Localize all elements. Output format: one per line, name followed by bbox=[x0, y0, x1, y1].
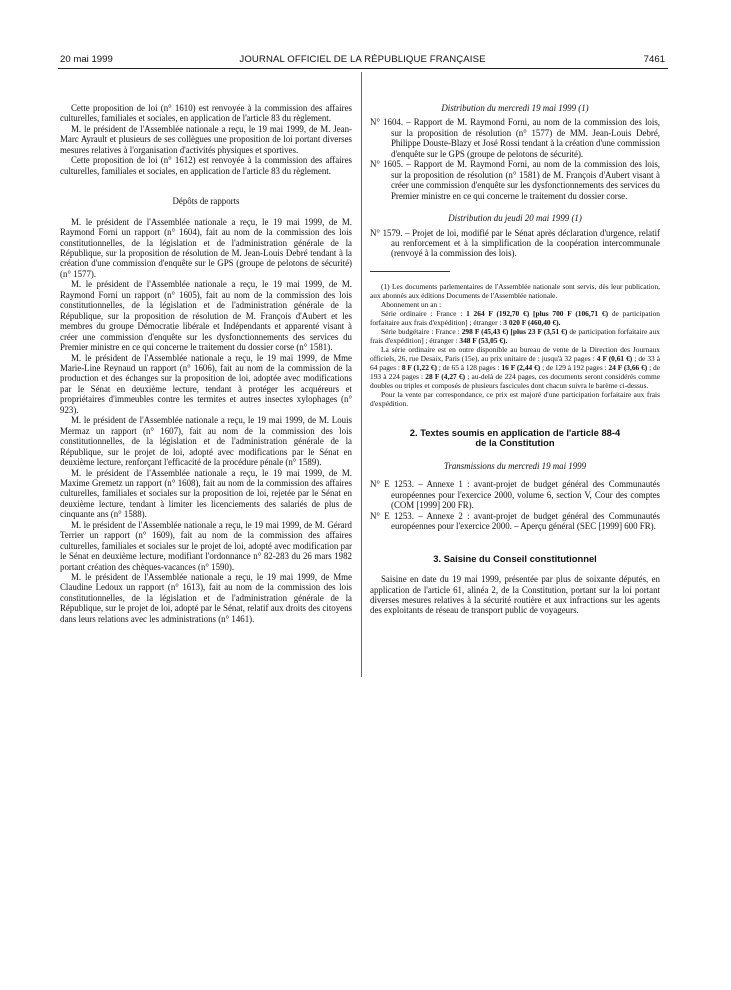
header-date: 20 mai 1999 bbox=[60, 54, 113, 65]
saisine-paragraph: Saisine en date du 19 mai 1999, présentée par plus de soixante députés, en application de l'article 61, alinéa 2, de la Constitution, portant sur la loi portant diverses mesures relatives à la sécurité routière et aux infractions sur les agents des exploitants de réseau de transport public de voyageurs. bbox=[370, 574, 660, 616]
document-e1253-annexe1: N° E 1253. – Annexe 1 : avant-projet de budget général des Communautés européennes pour l'exercice 2000, volume 6, section V, Cour des comptes (COM [1999] 200 FR). bbox=[370, 479, 660, 511]
header-page-number: 7461 bbox=[643, 54, 665, 65]
rapport-1613: M. le président de l'Assemblée nationale a reçu, le 19 mai 1999, de Mme Claudine Ledoux un rapport (n° 1613), fait au nom de la commission des lois constitutionnelles, de la législation et de l'administration générale de la République, sur le projet de loi, adopté par le Sénat, relatif aux droits des citoyens dans leurs relations avec les administrations (n° 1461). bbox=[60, 572, 352, 624]
document-1605: N° 1605. – Rapport de M. Raymond Forni, au nom de la commission des lois, sur la proposition de résolution (n° 1581) de M. François d'Aubert visant à créer une commission d'enquête sur les dysfonctionnements des services du Premier ministre en ce qui concerne le traitement du dossier corse. bbox=[370, 159, 660, 201]
footnote-abonnement: Abonnement un an : bbox=[381, 299, 442, 309]
rapport-1606: M. le président de l'Assemblée nationale a reçu, le 19 mai 1999, de Mme Marie-Line Reynaud un rapport (n° 1606), fait au nom de la commission de la production et des échanges sur la proposition de loi, adoptée avec modifications par le Sénat en deuxième lecture, tendant à protéger les acquéreurs et propriétaires d'immeubles contre les termites et autres insectes xylophages (n° 923). bbox=[60, 352, 352, 415]
paragraph-proposition-ayrault: M. le président de l'Assemblée nationale a reçu, le 19 mai 1999, de M. Jean-Marc Ayrault et plusieurs de ses collègues une proposition de loi portant diverses mesures relatives à l'organisation d'activités physiques et sportives. bbox=[60, 123, 352, 155]
rapport-1609: M. le président de l'Assemblée nationale a reçu, le 19 mai 1999, de M. Gérard Terrier un rapport (n° 1609), fait au nom de la commission des affaires culturelles, familiales et sociales sur le projet de loi, adopté avec modification par le Sénat en deuxième lecture, modifiant l'ordonnance n° 82-283 du 26 mars 1982 portant création des chèques-vacances (n° 1590). bbox=[60, 519, 352, 572]
rapport-1604: M. le président de l'Assemblée nationale a reçu, le 19 mai 1999, de M. Raymond Forni un rapport (n° 1604), fait au nom de la commission des lois constitutionnelles, de la législation et de l'administration générale de la République, sur la proposition de résolution de M. Jean-Louis Debré tendant à la création d'une commission d'enquête sur le GPS (groupe de pelotons de sécurité) (n° 1577). bbox=[60, 216, 352, 279]
right-column bbox=[370, 103, 660, 616]
document-e1253-annexe2: N° E 1253. – Annexe 2 : avant-projet de budget général des Communautés européennes pour l'exercice 2000. – Aperçu général (SEC [1999] 600 FR). bbox=[370, 510, 660, 532]
page-header bbox=[60, 54, 665, 68]
footnote-vente-bureau: La série ordinaire est en outre disponible au bureau de vente de la Direction des Journaux officiels, 26, rue Desaix, Paris (15e), au prix unitaire de : jusqu'à 32 pages : 4 F (0,61 €) ; de 33 à 64 pages : 8 F (1,22 €) ; de 65 à 128 pages : 16 F (2,44 €) ; de 129 à 192 pages : 24 F (3,66 €) ; de 193 à 224 pages : 28 F (4,27 €) ; au-delà de 224 pages, ces documents seront considérés comme doubles ou triples et composés de plusieurs fascicules dont chacun suivra le barème ci-dessus. bbox=[370, 344, 661, 390]
rapport-1608: M. le président de l'Assemblée nationale a reçu, le 19 mai 1999, de M. Maxime Gremetz un rapport (n° 1608), fait au nom de la commission des affaires culturelles, familiales et sociales sur la proposition de loi, rejetée par le Sénat en deuxième lecture, tendant à limiter les licenciements des salariés de plus de cinquante ans (n° 1588). bbox=[60, 467, 352, 520]
left-column bbox=[60, 103, 352, 624]
section-2-title-line2: de la Constitution bbox=[475, 437, 555, 449]
footnote-serie-budgetaire: Série budgétaire : France : 298 F (45,43 €) [plus 23 F (3,51 €) de participation forfaitaire aux frais d'expédition] ; étranger : 348 F (53,05 €). bbox=[370, 326, 660, 345]
transmissions-heading: Transmissions du mercredi 19 mai 1999 bbox=[443, 460, 587, 471]
rapport-1607: M. le président de l'Assemblée nationale a reçu, le 19 mai 1999, de M. Louis Mermaz un rapport (n° 1607), fait au nom de la commission des lois constitutionnelles, de la législation et de l'administration générale de la République, sur le projet de loi, adopté avec modifications par le Sénat en deuxième lecture, renforçant l'efficacité de la procédure pénale (n° 1589). bbox=[60, 415, 352, 468]
distribution-jeudi-heading: Distribution du jeudi 20 mai 1999 (1) bbox=[448, 213, 582, 224]
header-rule bbox=[58, 68, 668, 69]
document-1604: N° 1604. – Rapport de M. Raymond Forni, au nom de la commission des lois, sur la proposition de résolution (n° 1577) de MM. Jean-Louis Debré, Philippe Douste-Blazy et José Rossi tendant à la création d'une commission d'enquête sur le GPS (groupe de pelotons de sécurité). bbox=[370, 117, 660, 159]
column-divider bbox=[361, 72, 362, 677]
footnote-services: (1) Les documents parlementaires de l'Assemblée nationale sont servis, dès leur publication, aux abonnés aux éditions Documents de l'Assemblée nationale. bbox=[370, 281, 660, 300]
document-1579: N° 1579. – Projet de loi, modifié par le Sénat après déclaration d'urgence, relatif au renforcement et à la simplification de la coopération intercommunale (renvoyé à la commission des lois). bbox=[370, 227, 660, 259]
paragraph-renvoi-1610: Cette proposition de loi (n° 1610) est renvoyée à la commission des affaires culturelles, familiales et sociales, en application de l'article 83 du règlement. bbox=[60, 103, 352, 124]
footnote-correspondance: Pour la vente par correspondance, ce prix est majoré d'une participation forfaitaire aux frais d'expédition. bbox=[370, 389, 660, 408]
section-3-title: 3. Saisine du Conseil constitutionnel bbox=[433, 552, 597, 564]
rapport-1605: M. le président de l'Assemblée nationale a reçu, le 19 mai 1999, de M. Raymond Forni un rapport (n° 1605), fait au nom de la commission des lois constitutionnelles, de la législation et de l'administration générale de la République, sur la proposition de résolution de M. François d'Aubert et les membres du groupe Démocratie libérale et Indépendants et apparenté visant à créer une commission d'enquête sur les dysfonctionnements des services du Premier ministre en ce qui concerne le traitement du dossier corse (n° 1581). bbox=[60, 279, 352, 353]
distribution-mercredi-heading: Distribution du mercredi 19 mai 1999 (1) bbox=[441, 103, 589, 113]
footnote-serie-ordinaire: Série ordinaire : France : 1 264 F (192,70 €) [plus 700 F (106,71 €) de participation forfaitaire aux frais d'expédition] ; étranger : 3 020 F (460,40 €). bbox=[370, 308, 660, 327]
depots-rapports-heading: Dépôts de rapports bbox=[172, 196, 240, 207]
footnote bbox=[370, 282, 660, 408]
section-2-title-line1: 2. Textes soumis en application de l'article 88-4 bbox=[409, 426, 621, 438]
paragraph-renvoi-1612: Cette proposition de loi (n° 1612) est renvoyée à la commission des affaires culturelles, familiales et sociales, en application de l'article 83 du règlement. bbox=[60, 155, 352, 176]
section-2-heading bbox=[370, 428, 660, 449]
footnote-separator bbox=[370, 271, 450, 272]
header-journal-title: JOURNAL OFFICIEL DE LA RÉPUBLIQUE FRANÇAISE bbox=[239, 54, 486, 65]
